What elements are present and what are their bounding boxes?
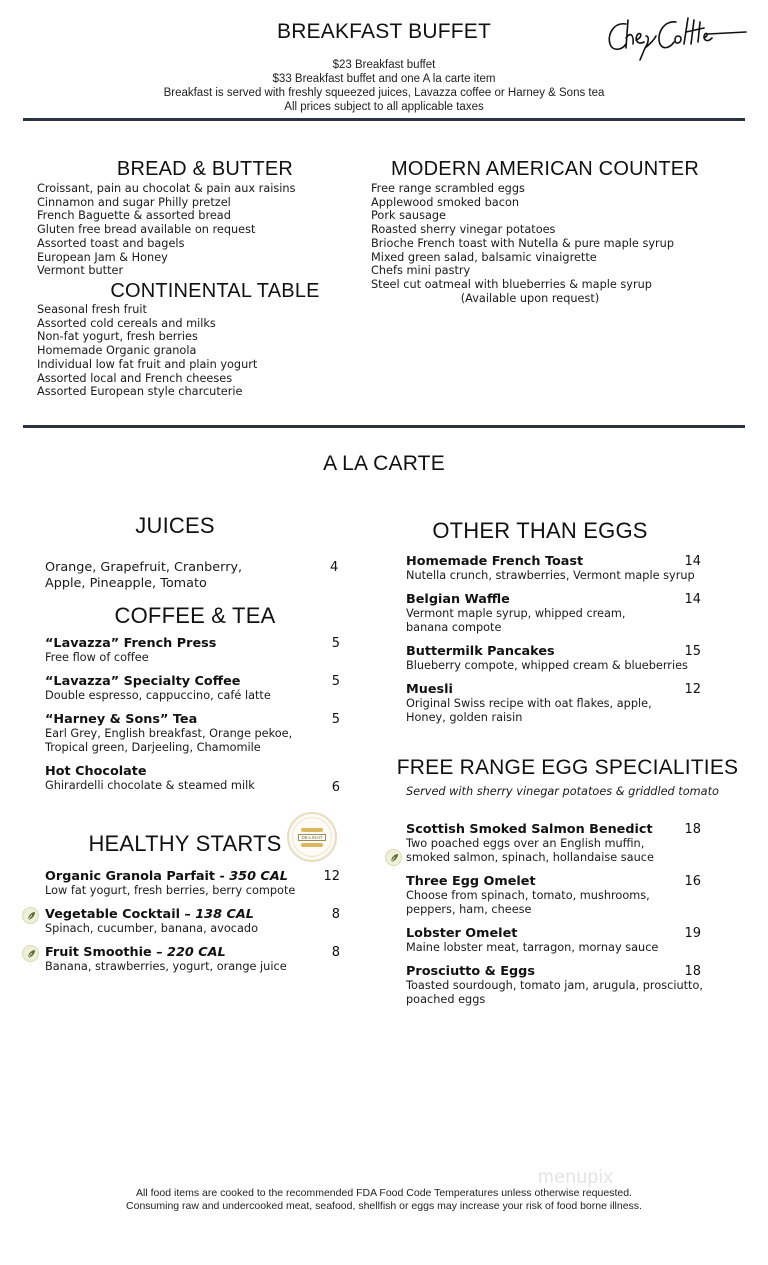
list-item: French Baguette & assorted bread bbox=[37, 209, 231, 223]
juices-line: Apple, Pineapple, Tomato bbox=[45, 576, 207, 591]
menu-item bbox=[406, 644, 701, 673]
menu-item bbox=[45, 764, 340, 793]
item-description: Toasted sourdough, tomato jam, arugula, prosciutto, poached eggs bbox=[406, 979, 703, 1006]
juices-description bbox=[45, 560, 242, 592]
item-name-text: Organic Granola Parfait - bbox=[45, 869, 230, 884]
item-name-text: Fruit Smoothie – bbox=[45, 945, 168, 960]
list-item: Brioche French toast with Nutella & pure maple syrup bbox=[371, 236, 675, 250]
item-description: Free flow of coffee bbox=[45, 651, 149, 664]
buffet-tax-note: All prices subject to all applicable taxes bbox=[284, 101, 484, 113]
list-item: European Jam & Honey bbox=[37, 250, 168, 264]
delight-badge-label: DE-LIGHT bbox=[298, 834, 325, 841]
list-item: Cinnamon and sugar Philly pretzel bbox=[37, 195, 231, 209]
item-price: 16 bbox=[684, 874, 701, 889]
footer-line: Consuming raw and undercooked meat, seafood, shellfish or eggs may increase your risk of food borne illness. bbox=[126, 1200, 642, 1212]
menu-item bbox=[45, 712, 340, 755]
item-description: Ghirardelli chocolate & steamed milk bbox=[45, 779, 255, 792]
item-name-text: Vegetable Cocktail – bbox=[45, 907, 196, 922]
item-price: 15 bbox=[684, 644, 701, 659]
item-description: Double espresso, cappuccino, café latte bbox=[45, 689, 271, 702]
leaf-icon bbox=[22, 945, 39, 962]
list-item: Croissant, pain au chocolat & pain aux raisins bbox=[37, 182, 296, 195]
item-price: 18 bbox=[684, 964, 701, 979]
item-name: Buttermilk Pancakes bbox=[406, 644, 555, 659]
menu-item bbox=[406, 592, 701, 635]
item-name bbox=[45, 907, 340, 922]
section-divider bbox=[23, 425, 745, 428]
list-item: Assorted toast and bagels bbox=[37, 236, 185, 250]
menu-item bbox=[45, 636, 340, 665]
section-divider bbox=[23, 118, 745, 121]
list-item: Chefs mini pastry bbox=[371, 264, 471, 278]
list-item: Non-fat yogurt, fresh berries bbox=[37, 330, 198, 344]
item-price: 5 bbox=[331, 712, 340, 727]
item-description: Low fat yogurt, fresh berries, berry compote bbox=[45, 884, 296, 897]
item-price: 14 bbox=[684, 592, 701, 607]
item-description: Banana, strawberries, yogurt, orange juice bbox=[45, 960, 287, 973]
list-item: Assorted cold cereals and milks bbox=[37, 316, 216, 330]
item-price: 19 bbox=[684, 926, 701, 941]
heading-bread-and-butter: BREAD & BUTTER bbox=[116, 158, 294, 180]
item-price: 5 bbox=[331, 674, 340, 689]
item-description: Earl Grey, English breakfast, Orange pekoe, Tropical green, Darjeeling, Chamomile bbox=[45, 727, 293, 754]
menu-item bbox=[406, 554, 701, 583]
list-item: Steel cut oatmeal with blueberries & maple syrup bbox=[371, 277, 652, 291]
item-description: Nutella crunch, strawberries, Vermont maple syrup bbox=[406, 569, 695, 582]
calorie-count: 138 CAL bbox=[195, 907, 254, 922]
item-name bbox=[45, 869, 340, 884]
item-name: Scottish Smoked Salmon Benedict bbox=[406, 822, 653, 837]
list-item: Individual low fat fruit and plain yogurt bbox=[37, 357, 258, 371]
item-description: Vermont maple syrup, whipped cream, banana compote bbox=[406, 607, 626, 634]
buffet-combo-price-line: $33 Breakfast buffet and one A la carte item bbox=[272, 73, 496, 85]
menu-item bbox=[406, 964, 701, 1007]
heading-continental-table: CONTINENTAL TABLE bbox=[110, 280, 320, 302]
list-item: Pork sausage bbox=[371, 209, 446, 223]
juices-price: 4 bbox=[330, 560, 339, 575]
item-name: Belgian Waffle bbox=[406, 592, 510, 607]
leaf-icon bbox=[385, 849, 402, 866]
juices-line: Orange, Grapefruit, Cranberry, bbox=[45, 560, 243, 575]
list-item: Applewood smoked bacon bbox=[371, 195, 520, 209]
item-price: 14 bbox=[684, 554, 701, 569]
menu-item bbox=[406, 926, 701, 955]
menu-item bbox=[406, 682, 701, 725]
bread-and-butter-list bbox=[37, 182, 295, 278]
item-name bbox=[45, 945, 340, 960]
footer-line: All food items are cooked to the recommended FDA Food Code Temperatures unless otherwise requested. bbox=[136, 1187, 632, 1199]
menu-item bbox=[45, 869, 340, 898]
list-item: Seasonal fresh fruit bbox=[37, 303, 147, 316]
heading-juices: JUICES bbox=[135, 513, 215, 538]
menu-item bbox=[406, 822, 701, 865]
item-name: Lobster Omelet bbox=[406, 926, 518, 941]
item-price: 12 bbox=[684, 682, 701, 697]
item-price: 8 bbox=[331, 907, 340, 922]
menu-item bbox=[406, 874, 701, 917]
menu-item bbox=[45, 674, 340, 703]
item-description: Two poached eggs over an English muffin, smoked salmon, spinach, hollandaise sauce bbox=[406, 837, 654, 864]
continental-table-list bbox=[37, 303, 257, 399]
list-item: Mixed green salad, balsamic vinaigrette bbox=[371, 250, 597, 264]
heading-free-range-egg-specialities: FREE RANGE EGG SPECIALITIES bbox=[396, 756, 739, 779]
item-name: Hot Chocolate bbox=[45, 764, 147, 779]
item-name: “Harney & Sons” Tea bbox=[45, 712, 198, 727]
eggs-subtitle: Served with sherry vinegar potatoes & griddled tomato bbox=[406, 785, 719, 798]
menu-item bbox=[45, 945, 340, 974]
modern-american-counter-list bbox=[371, 182, 674, 292]
buffet-price-line: $23 Breakfast buffet bbox=[332, 59, 436, 71]
item-price: 18 bbox=[684, 822, 701, 837]
item-description: Choose from spinach, tomato, mushrooms, peppers, ham, cheese bbox=[406, 889, 650, 916]
heading-modern-american-counter: MODERN AMERICAN COUNTER bbox=[391, 158, 699, 180]
item-description: Blueberry compote, whipped cream & blueberries bbox=[406, 659, 688, 672]
list-item: Vermont butter bbox=[37, 264, 124, 278]
item-name: Homemade French Toast bbox=[406, 554, 584, 569]
list-item: Roasted sherry vinegar potatoes bbox=[371, 223, 556, 237]
menupix-watermark: menupix bbox=[538, 1167, 614, 1188]
buffet-pricing-info bbox=[0, 58, 768, 114]
buffet-served-with-line: Breakfast is served with freshly squeezed juices, Lavazza coffee or Harney & Sons tea bbox=[163, 87, 605, 99]
item-description: Maine lobster meat, tarragon, mornay sauce bbox=[406, 941, 659, 954]
item-description: Original Swiss recipe with oat flakes, apple, Honey, golden raisin bbox=[406, 697, 652, 724]
menu-item bbox=[45, 907, 340, 936]
leaf-icon bbox=[22, 907, 39, 924]
item-name: Three Egg Omelet bbox=[406, 874, 536, 889]
chez-colette-signature-logo bbox=[604, 14, 750, 64]
availability-note: (Available upon request) bbox=[460, 292, 600, 305]
heading-other-than-eggs: OTHER THAN EGGS bbox=[432, 518, 648, 543]
heading-coffee-and-tea: COFFEE & TEA bbox=[114, 603, 276, 628]
item-price: 6 bbox=[331, 780, 340, 795]
item-name: “Lavazza” Specialty Coffee bbox=[45, 674, 241, 689]
item-name: Prosciutto & Eggs bbox=[406, 964, 535, 979]
buffet-title: BREAKFAST BUFFET bbox=[276, 20, 492, 43]
list-item: Free range scrambled eggs bbox=[371, 182, 525, 195]
list-item: Gluten free bread available on request bbox=[37, 223, 256, 237]
alacarte-title: A LA CARTE bbox=[323, 452, 445, 475]
item-price: 12 bbox=[323, 869, 340, 884]
calorie-count: 350 CAL bbox=[229, 869, 288, 884]
item-description: Spinach, cucumber, banana, avocado bbox=[45, 922, 258, 935]
item-name: “Lavazza” French Press bbox=[45, 636, 217, 651]
item-price: 5 bbox=[331, 636, 340, 651]
heading-healthy-starts: HEALTHY STARTS bbox=[88, 831, 282, 856]
delight-badge-icon bbox=[287, 812, 337, 862]
list-item: Assorted local and French cheeses bbox=[37, 371, 233, 385]
list-item: Homemade Organic granola bbox=[37, 344, 197, 358]
item-price: 8 bbox=[331, 945, 340, 960]
list-item: Assorted European style charcuterie bbox=[37, 385, 243, 399]
food-safety-footer bbox=[0, 1187, 768, 1213]
item-name: Muesli bbox=[406, 682, 453, 697]
calorie-count: 220 CAL bbox=[167, 945, 226, 960]
